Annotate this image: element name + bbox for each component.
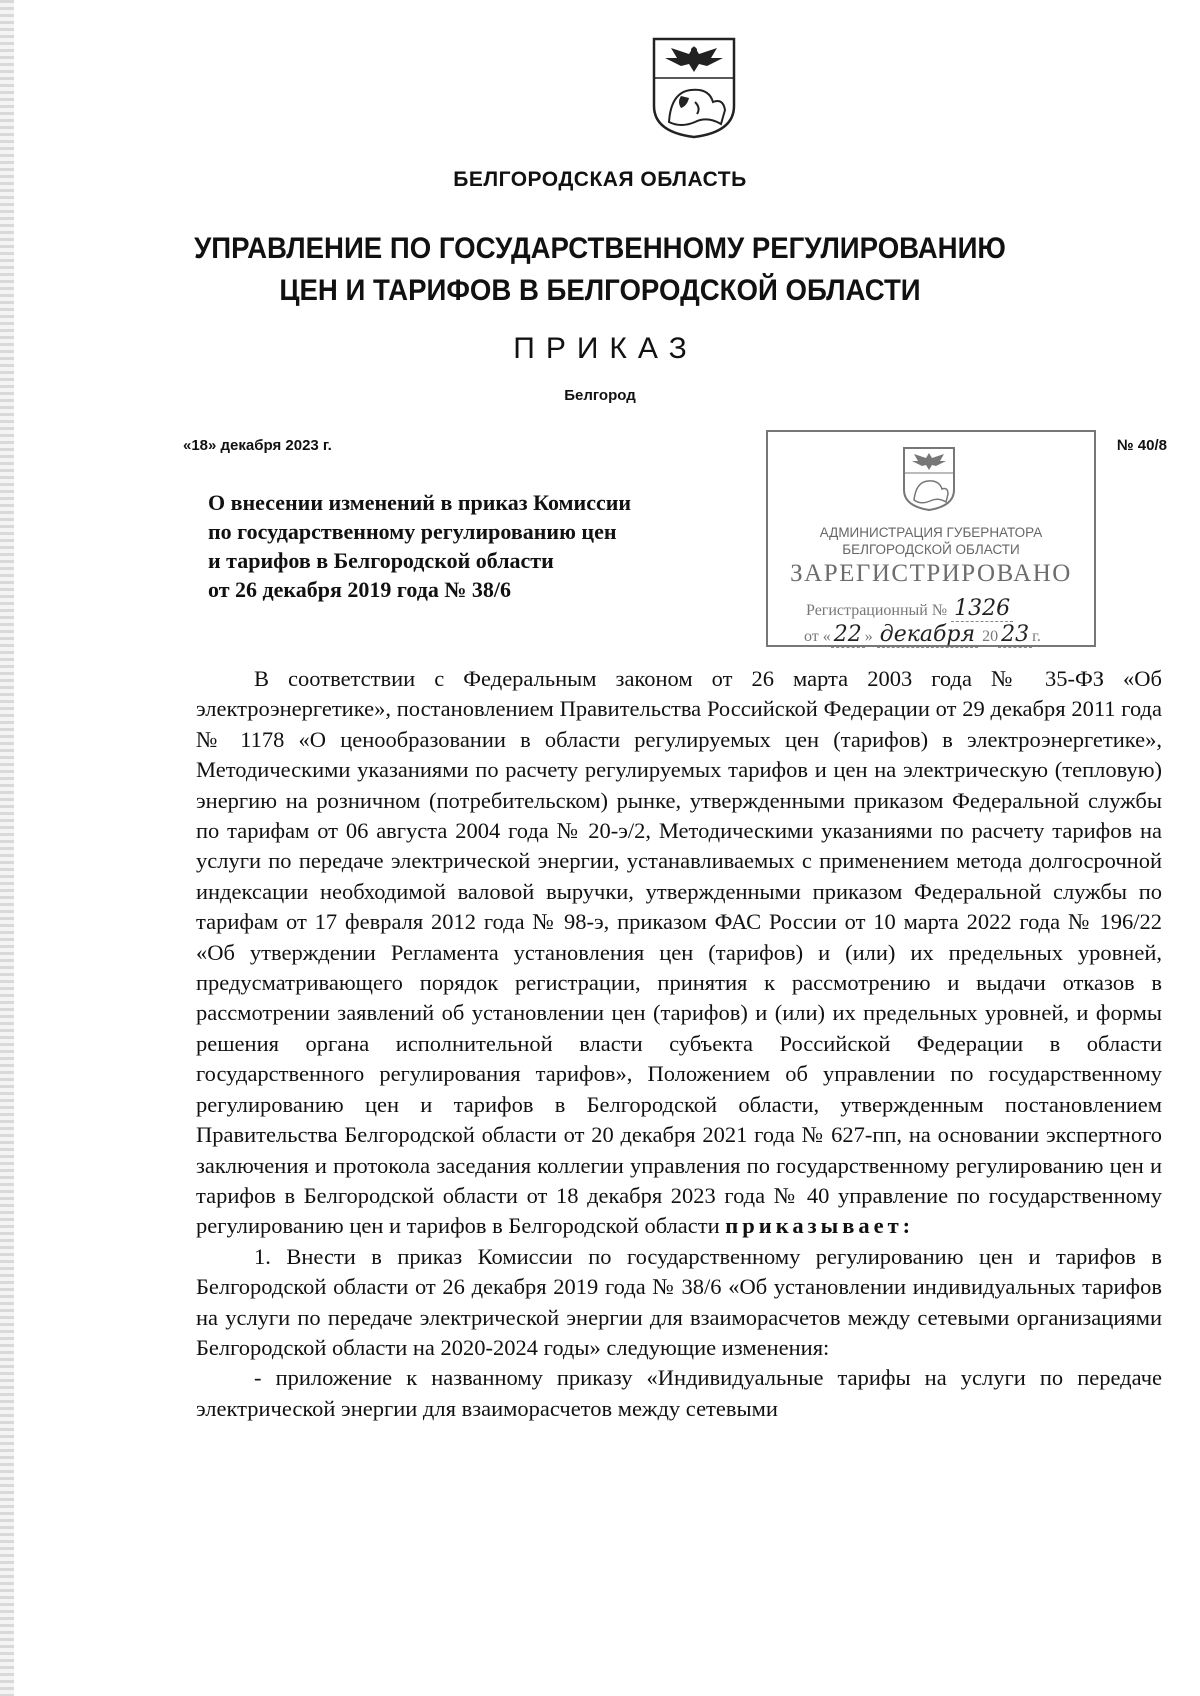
subject-line: и тарифов в Белгородской области [208,548,554,573]
stamp-registration-number [806,596,1013,621]
order-word: приказывает: [725,1213,915,1239]
stamp-date-month: декабря [877,622,978,648]
stamp-registration-date [804,622,1041,647]
region-title: БЕЛГОРОДСКАЯ ОБЛАСТЬ [453,168,747,191]
coat-of-arms-icon [651,36,737,140]
city: Белгород [564,387,636,404]
stamp-authority-line: АДМИНИСТРАЦИЯ ГУБЕРНАТОРА [819,525,1043,540]
stamp-reg-label: Регистрационный № [806,602,948,619]
order-subject [208,488,718,604]
stamp-date-year: 23 [998,622,1032,648]
stamp-date-year-prefix: 20 [982,628,999,645]
body-paragraph: - приложение к названному приказу «Индивидуальные тарифы на услуги по передаче электрической энергии для взаиморасчетов между сетевыми [196,1365,1162,1421]
stamp-authority [768,524,1094,558]
preamble-text: В соответствии с Федеральным законом от 26 марта 2003 года № 35-ФЗ «Об электроэнергетике», постановлением Правительства Российской Федерации от 29 декабря 2011 года № 1178 «О ценообразовании в области регулируемых цен (тарифов) в электроэнергетике», Методическими указаниями по расчету регулируемых тарифов и цен на электрическую (тепловую) энергию на розничном (потребительском) рынке, утвержденными приказом Федеральной службы по тарифам от 06 августа 2004 года № 20-э/2, Методическими указаниями по расчету тарифов на услуги по передаче электрической энергии, устанавливаемых с применением метода долгосрочной индексации необходимой валовой выручки, утвержденными приказом Федеральной службы по тарифам от 17 февраля 2012 года № 98-э, приказом ФАС России от 10 марта 2022 года № 196/22 «Об утверждении Регламента установления цен (тарифов) и (или) их предельных уровней, предусматривающего порядок регистрации, принятия к рассмотрению и выдачи отказов в рассмотрении заявлений об установлении цен (тарифов) и (или) их предельных уровней, и формы решения органа исполнительной власти субъекта Российской Федерации в области государственного регулирования тарифов», Положением об управлении по государственному регулированию цен и тарифов в Белгородской области, утвержденным постановлением Правительства Белгородской области от 20 декабря 2021 года № 627-пп, на основании экспертного заключения и протокола заседания коллегии управления по государственному регулированию цен и тарифов в Белгородской области от 18 декабря 2023 года № 40 управление по государственному регулированию цен и тарифов в Белгородской области [196,666,1162,1239]
organization-title-line: ЦЕН И ТАРИФОВ В БЕЛГОРОДСКОЙ ОБЛАСТИ [279,274,921,307]
registration-stamp [766,430,1096,647]
scan-edge [0,0,14,1696]
stamp-emblem-icon [902,446,956,512]
stamp-date-suffix: г. [1032,628,1041,645]
order-number: № 40/8 [1116,437,1167,454]
organization-title-line: УПРАВЛЕНИЕ ПО ГОСУДАРСТВЕННОМУ РЕГУЛИРОВАНИЮ [194,232,1006,265]
subject-line: О внесении изменений в приказ Комиссии [208,490,632,515]
order-date: «18» декабря 2023 г. [183,437,332,454]
document-type: ПРИКАЗ [513,332,698,365]
subject-line: от 26 декабря 2019 года № 38/6 [208,577,512,602]
stamp-date-day: 22 [831,622,865,648]
body-paragraph: 1. Внести в приказ Комиссии по государственному регулированию цен и тарифов в Белгородской области от 26 декабря 2019 года № 38/6 «Об установлении индивидуальных тарифов на услуги по передаче электрической энергии для взаиморасчетов между сетевыми организациями Белгородской области на 2020-2024 годы» следующие изменения: [196,1243,1162,1360]
stamp-date-mid: » [864,628,873,645]
stamp-date-from: от « [804,628,831,645]
stamp-registered: ЗАРЕГИСТРИРОВАНО [790,560,1072,587]
organization-title [48,228,1152,312]
subject-line: по государственному регулированию цен [208,519,617,544]
order-body [196,664,1162,1424]
stamp-reg-number: 1326 [951,596,1013,622]
body-paragraph [196,664,1162,1242]
stamp-authority-line: БЕЛГОРОДСКОЙ ОБЛАСТИ [842,542,1020,557]
